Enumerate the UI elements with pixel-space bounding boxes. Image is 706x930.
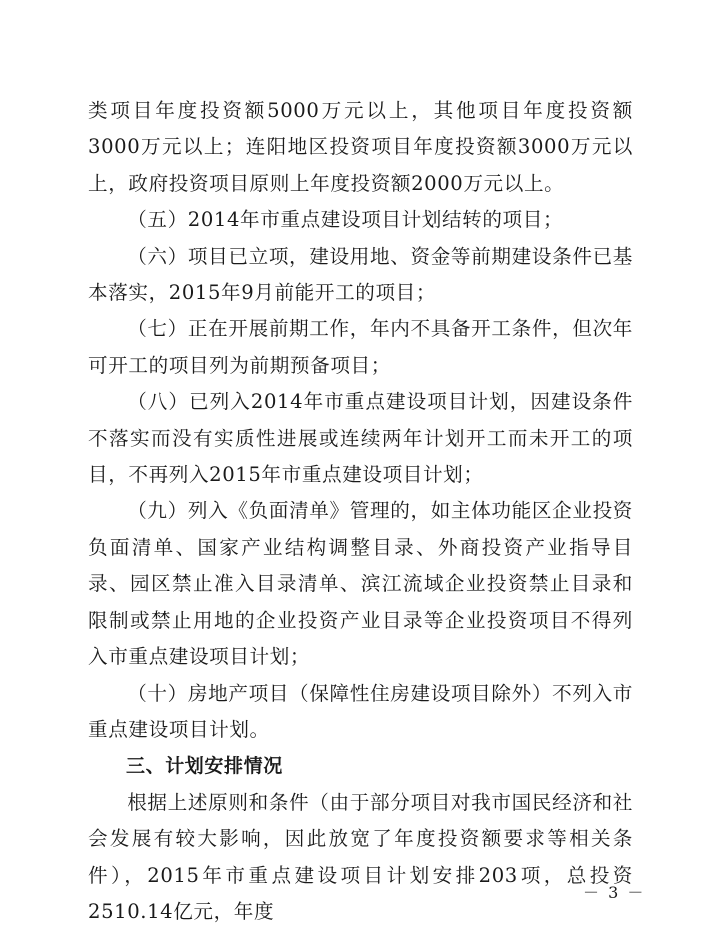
paragraph-item-9: （九）列入《负面清单》管理的，如主体功能区企业投资负面清单、国家产业结构调整目录、外商投资产业指导目录、园区禁止准入目录清单、滨江流域企业投资禁止目录和限制或禁止用地的企业投资产业目录等企业投资项目不得列入市重点建设项目计划； (88, 499, 633, 669)
paragraph-continuation: 类项目年度投资额5000万元以上，其他项目年度投资额3000万元以上；连阳地区投资项目年度投资额3000万元以上，政府投资项目原则上年度投资额2000万元以上。 (88, 99, 633, 195)
section-heading: 三、计划安排情况 (126, 755, 283, 778)
paragraph-item-8: （八）已列入2014年市重点建设项目计划，因建设条件不落实而没有实质性进展或连续两年计划开工而未开工的项目，不再列入2015年市重点建设项目计划； (88, 390, 633, 487)
paragraph-item-10: （十）房地产项目（保障性住房建设项目除外）不列入市重点建设项目计划。 (88, 681, 633, 741)
paragraph-item-6: （六）项目已立项，建设用地、资金等前期建设条件已基本落实，2015年9月前能开工的项目； (88, 244, 633, 305)
paragraph-item-7: （七）正在开展前期工作，年内不具备开工条件，但次年可开工的项目列为前期预备项目； (88, 317, 633, 377)
page-number: － 3 － (583, 883, 646, 902)
closing-paragraph: 根据上述原则和条件（由于部分项目对我市国民经济和社会发展有较大影响，因此放宽了年度投资额要求等相关条件），2015年市重点建设项目计划安排203项，总投资2510.14亿元，年度 (88, 790, 633, 923)
document-body (88, 93, 633, 930)
paragraph-item-5: （五）2014年市重点建设项目计划结转的项目； (127, 208, 564, 232)
